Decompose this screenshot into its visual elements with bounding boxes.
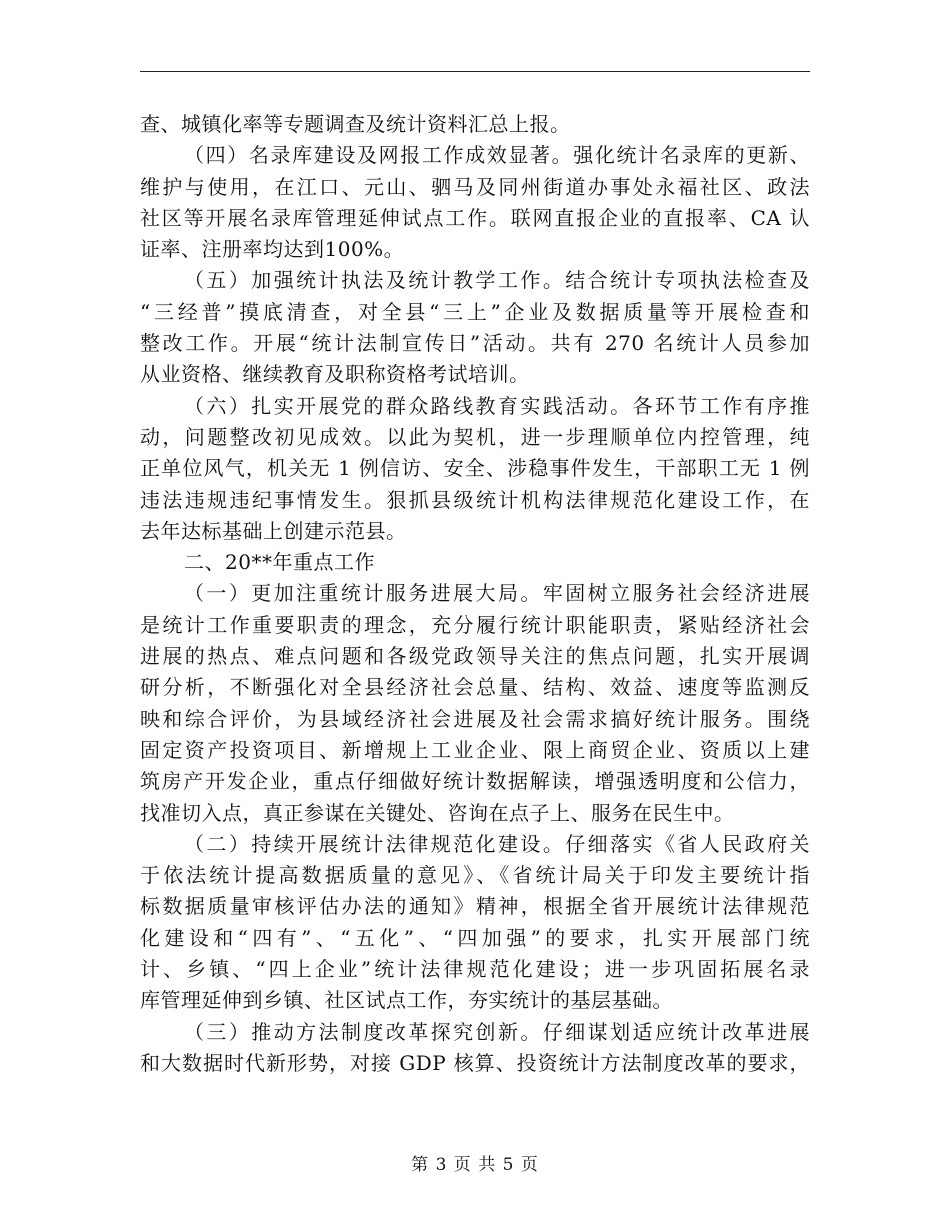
text-line: 筑房产开发企业，重点仔细做好统计数据解读，增强透明度和公信力， [140, 769, 810, 794]
text-line: 从业资格、继续教育及职称资格考试培训。 [140, 362, 530, 387]
text-line: “三经普”摸底清查，对全县“三上”企业及数据质量等开展检查和 [140, 299, 810, 324]
header-rule [140, 71, 810, 72]
text-line: 维护与使用，在江口、元山、驷马及同州街道办事处永福社区、政法 [140, 174, 810, 199]
text-line: 进展的热点、难点问题和各级党政领导关注的焦点问题，扎实开展调 [140, 644, 810, 669]
text-line: 库管理延伸到乡镇、社区试点工作，夯实统计的基层基础。 [140, 988, 673, 1013]
text-line: （三）推动方法制度改革探究创新。仔细谋划适应统计改革进展 [184, 1019, 810, 1044]
text-line: （六）扎实开展党的群众路线教育实践活动。各环节工作有序推 [184, 393, 810, 418]
text-line: 于依法统计提高数据质量的意见》、《省统计局关于印发主要统计指 [140, 863, 810, 888]
text-line: （四）名录库建设及网报工作成效显著。强化统计名录库的更新、 [184, 143, 810, 168]
text-line: 和大数据时代新形势，对接 GDP 核算、投资统计方法制度改革的要求， [140, 1050, 810, 1075]
text-line: 整改工作。开展“统计法制宣传日”活动。共有 270 名统计人员参加 [140, 331, 810, 356]
text-line: 找准切入点，真正参谋在关键处、咨询在点子上、服务在民生中。 [140, 800, 735, 825]
text-line: 正单位风气，机关无 1 例信访、安全、涉稳事件发生，干部职工无 1 例 [140, 456, 810, 481]
text-line: 研分析，不断强化对全县经济社会总量、结构、效益、速度等监测反 [140, 675, 810, 700]
text-line: 社区等开展名录库管理延伸试点工作。联网直报企业的直报率、CA 认 [140, 205, 810, 230]
text-line: 证率、注册率均达到100%。 [140, 237, 405, 262]
text-line: 去年达标基础上创建示范县。 [140, 518, 407, 543]
text-line: 化建设和“四有”、“五化”、“四加强”的要求，扎实开展部门统 [140, 925, 810, 950]
text-line: 动，问题整改初见成效。以此为契机，进一步理顺单位内控管理，纯 [140, 424, 810, 449]
text-line: 固定资产投资项目、新增规上工业企业、限上商贸企业、资质以上建 [140, 737, 810, 762]
text-line: 计、乡镇、“四上企业”统计法律规范化建设；进一步巩固拓展名录 [140, 957, 810, 982]
text-line: （一）更加注重统计服务进展大局。牢固树立服务社会经济进展 [184, 581, 810, 606]
text-line: 查、城镇化率等专题调查及统计资料汇总上报。 [140, 112, 571, 136]
text-line: 违法违规违纪事情发生。狠抓县级统计机构法律规范化建设工作，在 [140, 487, 810, 512]
text-line: （五）加强统计执法及统计教学工作。结合统计专项执法检查及 [184, 268, 810, 293]
text-line: 标数据质量审核评估办法的通知》精神，根据全省开展统计法律规范 [140, 894, 810, 919]
text-line: 是统计工作重要职责的理念，充分履行统计职能职责，紧贴经济社会 [140, 612, 810, 637]
page-footer: 第 3 页 共 5 页 [411, 1155, 539, 1175]
document-body [140, 109, 810, 1079]
text-line: 二、20**年重点工作 [184, 550, 375, 575]
text-line: 映和综合评价，为县域经济社会进展及社会需求搞好统计服务。围绕 [140, 706, 810, 731]
text-line: （二）持续开展统计法律规范化建设。仔细落实《省人民政府关 [184, 831, 810, 856]
